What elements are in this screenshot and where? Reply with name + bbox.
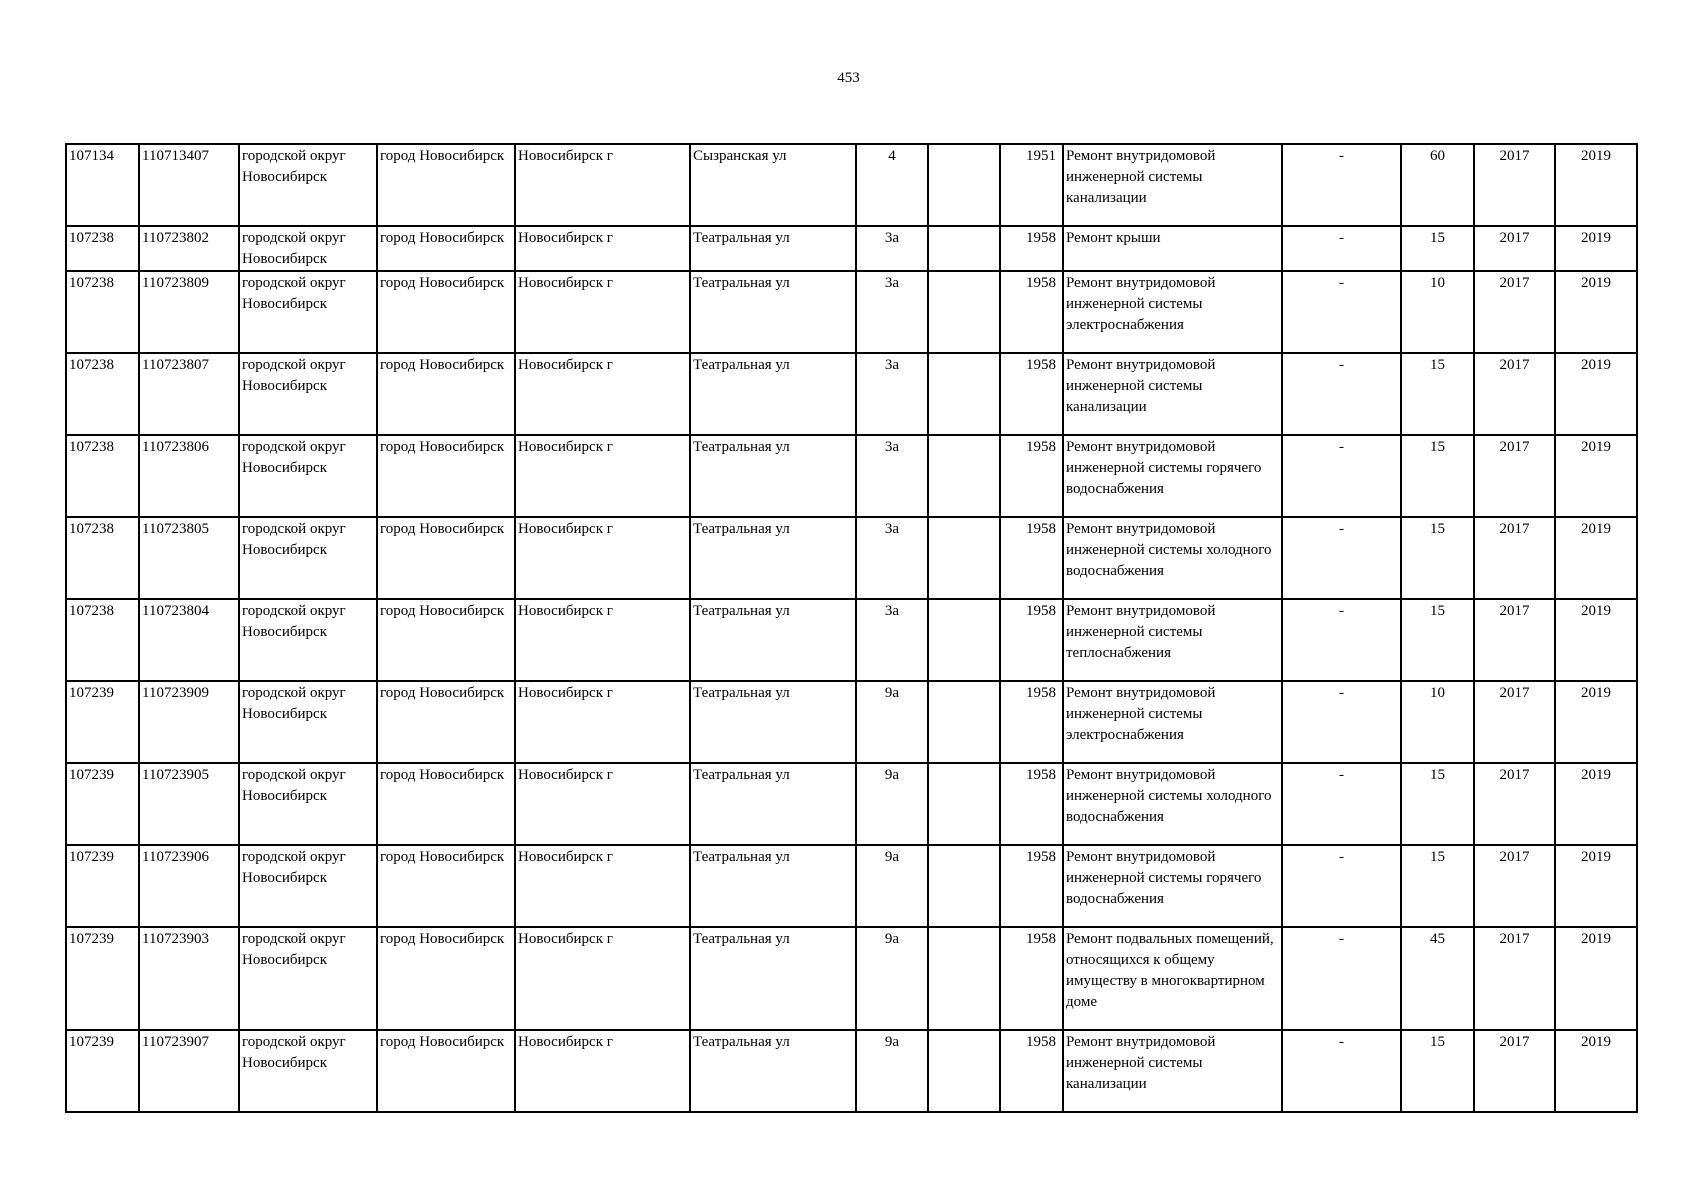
cell-building [928,1030,1000,1112]
cell-house-number: 9а [856,1030,928,1112]
cell-value: 15 [1401,226,1474,271]
cell-house-id: 107238 [66,226,139,271]
cell-locality: Новосибирск г [515,226,690,271]
cell-start-year: 2017 [1474,353,1555,435]
cell-locality: Новосибирск г [515,763,690,845]
cell-settlement: город Новосибирск [377,517,515,599]
cell-municipality: городской округ Новосибирск [239,517,377,599]
cell-dash: - [1282,271,1401,353]
cell-end-year: 2019 [1555,271,1637,353]
cell-house-number: 9а [856,763,928,845]
cell-work-type: Ремонт подвальных помещений, относящихся к общему имуществу в многоквартирном доме [1063,927,1282,1030]
cell-house-id: 107239 [66,927,139,1030]
cell-settlement: город Новосибирск [377,435,515,517]
cell-settlement: город Новосибирск [377,271,515,353]
cell-value: 60 [1401,144,1474,226]
cell-locality: Новосибирск г [515,845,690,927]
cell-house-id: 107239 [66,1030,139,1112]
cell-work-type: Ремонт внутридомовой инженерной системы электроснабжения [1063,271,1282,353]
cell-year-built: 1958 [1000,927,1063,1030]
cell-work-code: 110723805 [139,517,239,599]
cell-municipality: городской округ Новосибирск [239,271,377,353]
cell-house-number: 3а [856,226,928,271]
cell-work-code: 110713407 [139,144,239,226]
cell-work-type: Ремонт внутридомовой инженерной системы канализации [1063,144,1282,226]
cell-end-year: 2019 [1555,435,1637,517]
cell-house-id: 107238 [66,599,139,681]
cell-house-number: 9а [856,681,928,763]
cell-house-id: 107238 [66,435,139,517]
cell-building [928,927,1000,1030]
cell-end-year: 2019 [1555,681,1637,763]
cell-end-year: 2019 [1555,144,1637,226]
page-number: 453 [837,70,860,86]
cell-street: Театральная ул [690,845,856,927]
cell-value: 15 [1401,1030,1474,1112]
cell-end-year: 2019 [1555,599,1637,681]
cell-street: Сызранская ул [690,144,856,226]
cell-work-code: 110723905 [139,763,239,845]
table-row [66,927,1637,1030]
cell-municipality: городской округ Новосибирск [239,927,377,1030]
cell-street: Театральная ул [690,435,856,517]
cell-building [928,353,1000,435]
table-row [66,599,1637,681]
table-row [66,517,1637,599]
cell-street: Театральная ул [690,1030,856,1112]
cell-value: 10 [1401,681,1474,763]
cell-municipality: городской округ Новосибирск [239,845,377,927]
cell-settlement: город Новосибирск [377,599,515,681]
cell-settlement: город Новосибирск [377,763,515,845]
cell-locality: Новосибирск г [515,927,690,1030]
cell-locality: Новосибирск г [515,353,690,435]
cell-house-id: 107239 [66,763,139,845]
cell-start-year: 2017 [1474,681,1555,763]
cell-start-year: 2017 [1474,517,1555,599]
cell-building [928,271,1000,353]
cell-work-code: 110723907 [139,1030,239,1112]
table-row [66,353,1637,435]
cell-work-code: 110723903 [139,927,239,1030]
cell-dash: - [1282,435,1401,517]
cell-street: Театральная ул [690,353,856,435]
table-row [66,226,1637,271]
cell-building [928,435,1000,517]
cell-start-year: 2017 [1474,435,1555,517]
cell-settlement: город Новосибирск [377,845,515,927]
cell-settlement: город Новосибирск [377,681,515,763]
cell-street: Театральная ул [690,226,856,271]
cell-start-year: 2017 [1474,1030,1555,1112]
cell-start-year: 2017 [1474,599,1555,681]
cell-end-year: 2019 [1555,226,1637,271]
table-row [66,681,1637,763]
cell-value: 15 [1401,599,1474,681]
cell-building [928,763,1000,845]
cell-house-number: 3а [856,353,928,435]
cell-value: 15 [1401,845,1474,927]
cell-start-year: 2017 [1474,226,1555,271]
cell-value: 15 [1401,353,1474,435]
cell-dash: - [1282,517,1401,599]
cell-house-id: 107238 [66,271,139,353]
cell-work-code: 110723906 [139,845,239,927]
cell-value: 10 [1401,271,1474,353]
table-row [66,144,1637,226]
cell-locality: Новосибирск г [515,599,690,681]
cell-year-built: 1958 [1000,763,1063,845]
cell-dash: - [1282,681,1401,763]
cell-municipality: городской округ Новосибирск [239,435,377,517]
cell-year-built: 1951 [1000,144,1063,226]
cell-street: Театральная ул [690,271,856,353]
cell-municipality: городской округ Новосибирск [239,1030,377,1112]
cell-start-year: 2017 [1474,144,1555,226]
cell-end-year: 2019 [1555,927,1637,1030]
table-row [66,271,1637,353]
cell-year-built: 1958 [1000,1030,1063,1112]
cell-settlement: город Новосибирск [377,144,515,226]
table-row [66,1030,1637,1112]
cell-street: Театральная ул [690,517,856,599]
cell-house-id: 107239 [66,845,139,927]
cell-year-built: 1958 [1000,517,1063,599]
cell-house-number: 9а [856,845,928,927]
table-row [66,763,1637,845]
cell-end-year: 2019 [1555,763,1637,845]
cell-street: Театральная ул [690,599,856,681]
cell-building [928,599,1000,681]
cell-locality: Новосибирск г [515,681,690,763]
cell-end-year: 2019 [1555,353,1637,435]
cell-building [928,845,1000,927]
cell-house-number: 3а [856,435,928,517]
cell-locality: Новосибирск г [515,271,690,353]
cell-year-built: 1958 [1000,353,1063,435]
cell-building [928,226,1000,271]
cell-settlement: город Новосибирск [377,1030,515,1112]
cell-value: 45 [1401,927,1474,1030]
cell-end-year: 2019 [1555,1030,1637,1112]
table-row [66,845,1637,927]
cell-start-year: 2017 [1474,271,1555,353]
cell-municipality: городской округ Новосибирск [239,763,377,845]
cell-settlement: город Новосибирск [377,226,515,271]
cell-work-code: 110723802 [139,226,239,271]
table-body [66,144,1637,1112]
cell-municipality: городской округ Новосибирск [239,226,377,271]
cell-work-type: Ремонт внутридомовой инженерной системы канализации [1063,353,1282,435]
cell-building [928,681,1000,763]
cell-year-built: 1958 [1000,435,1063,517]
cell-municipality: городской округ Новосибирск [239,353,377,435]
cell-work-code: 110723804 [139,599,239,681]
cell-locality: Новосибирск г [515,435,690,517]
cell-locality: Новосибирск г [515,144,690,226]
cell-house-number: 3а [856,599,928,681]
cell-year-built: 1958 [1000,599,1063,681]
cell-work-code: 110723806 [139,435,239,517]
cell-municipality: городской округ Новосибирск [239,599,377,681]
cell-value: 15 [1401,435,1474,517]
repair-register-table [65,143,1638,1113]
cell-start-year: 2017 [1474,845,1555,927]
cell-house-number: 9а [856,927,928,1030]
cell-work-code: 110723807 [139,353,239,435]
cell-building [928,517,1000,599]
cell-house-number: 4 [856,144,928,226]
cell-dash: - [1282,845,1401,927]
cell-year-built: 1958 [1000,845,1063,927]
cell-start-year: 2017 [1474,763,1555,845]
cell-street: Театральная ул [690,927,856,1030]
cell-work-code: 110723809 [139,271,239,353]
cell-dash: - [1282,1030,1401,1112]
cell-start-year: 2017 [1474,927,1555,1030]
cell-work-type: Ремонт внутридомовой инженерной системы канализации [1063,1030,1282,1112]
cell-work-type: Ремонт внутридомовой инженерной системы горячего водоснабжения [1063,435,1282,517]
cell-street: Театральная ул [690,681,856,763]
cell-dash: - [1282,226,1401,271]
cell-end-year: 2019 [1555,517,1637,599]
cell-settlement: город Новосибирск [377,927,515,1030]
cell-work-type: Ремонт внутридомовой инженерной системы холодного водоснабжения [1063,763,1282,845]
cell-house-number: 3а [856,517,928,599]
cell-end-year: 2019 [1555,845,1637,927]
cell-locality: Новосибирск г [515,517,690,599]
cell-street: Театральная ул [690,763,856,845]
cell-work-type: Ремонт внутридомовой инженерной системы электроснабжения [1063,681,1282,763]
cell-house-id: 107238 [66,517,139,599]
cell-locality: Новосибирск г [515,1030,690,1112]
cell-municipality: городской округ Новосибирск [239,144,377,226]
cell-year-built: 1958 [1000,681,1063,763]
cell-value: 15 [1401,517,1474,599]
cell-work-code: 110723909 [139,681,239,763]
cell-work-type: Ремонт крыши [1063,226,1282,271]
cell-house-number: 3а [856,271,928,353]
cell-settlement: город Новосибирск [377,353,515,435]
cell-house-id: 107238 [66,353,139,435]
cell-municipality: городской округ Новосибирск [239,681,377,763]
cell-work-type: Ремонт внутридомовой инженерной системы теплоснабжения [1063,599,1282,681]
table-row [66,435,1637,517]
cell-work-type: Ремонт внутридомовой инженерной системы горячего водоснабжения [1063,845,1282,927]
cell-dash: - [1282,144,1401,226]
cell-house-id: 107239 [66,681,139,763]
cell-house-id: 107134 [66,144,139,226]
cell-dash: - [1282,763,1401,845]
cell-year-built: 1958 [1000,271,1063,353]
cell-dash: - [1282,599,1401,681]
cell-year-built: 1958 [1000,226,1063,271]
cell-value: 15 [1401,763,1474,845]
cell-building [928,144,1000,226]
cell-dash: - [1282,353,1401,435]
cell-work-type: Ремонт внутридомовой инженерной системы холодного водоснабжения [1063,517,1282,599]
cell-dash: - [1282,927,1401,1030]
